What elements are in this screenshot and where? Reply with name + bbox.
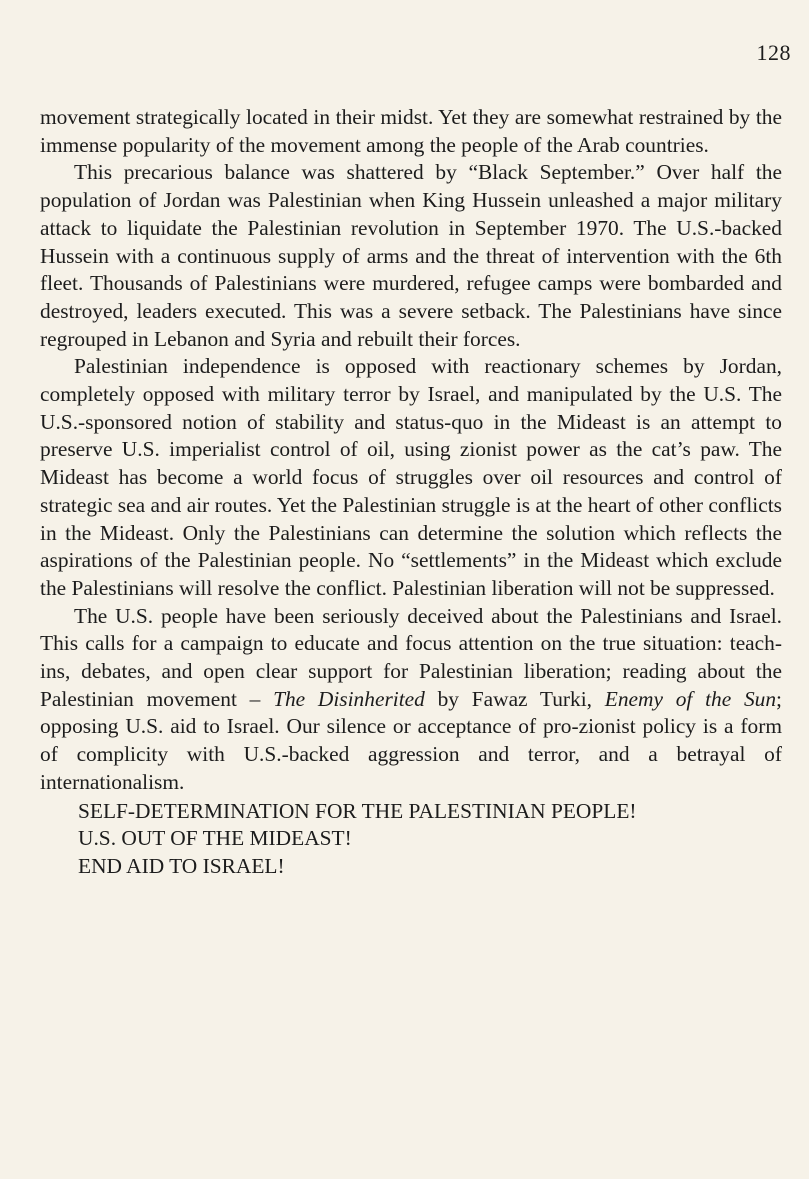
slogan: U.S. OUT OF THE MIDEAST! [78, 826, 352, 851]
slogan: SELF-DETERMINATION FOR THE PALESTINIAN PEOPLE! [78, 798, 637, 823]
paragraph-text: The U.S. people have been seriously deceived about the Palestinians and Israel. This calls for a campaign to educate and focus attention on the true situation: teach-ins, debates, and open clear support for Palestinian liberation; reading about the Palestinian movement – [40, 603, 782, 711]
body-text [40, 104, 782, 881]
paragraph-palestinian-independence: Palestinian independence is opposed with reactionary schemes by Jordan, completely opposed with military terror by Israel, and manipulated by the U.S. The U.S.-sponsored notion of stability and status-quo in the Mideast is an attempt to preserve U.S. imperialist control of oil, using zionist power as the cat’s paw. The Mideast has become a world focus of struggles over oil resources and control of strategic sea and air routes. Yet the Palestinian struggle is at the heart of other conflicts in the Mideast. Only the Palestinians can determine the solution which reflects the aspirations of the Palestinian people. No “settlements” in the Mideast which exclude the Palestinians will resolve the conflict. Palestinian liberation will not be suppressed. [40, 354, 782, 600]
paragraph-text: ; opposing U.S. aid to Israel. Our silence or acceptance of pro-zionist policy is a form of complicity with U.S.-backed aggression and terror, and a betrayal of internationalism. [40, 686, 782, 794]
slogans [40, 798, 782, 881]
paragraph-text: by Fawaz Turki, [424, 686, 605, 711]
book-title: Enemy of the Sun [604, 686, 777, 711]
paragraph-us-people [40, 603, 782, 797]
paragraph-continuation: movement strategically located in their midst. Yet they are somewhat restrained by the immense popularity of the movement among the people of the Arab countries. [40, 105, 782, 157]
slogan: END AID TO ISRAEL! [78, 853, 285, 878]
page-number: 128 [756, 40, 791, 65]
paragraph-black-september: This precarious balance was shattered by “Black September.” Over half the population of Jordan was Palestinian when King Hussein unleashed a major military attack to liquidate the Palestinian revolution in September 1970. The U.S.-backed Hussein with a continuous supply of arms and the threat of intervention with the 6th fleet. Thousands of Palestinians were murdered, refugee camps were bombarded and destroyed, leaders executed. This was a severe setback. The Palestinians have since regrouped in Lebanon and Syria and rebuilt their forces. [40, 160, 782, 351]
book-title: The Disinherited [273, 686, 425, 711]
